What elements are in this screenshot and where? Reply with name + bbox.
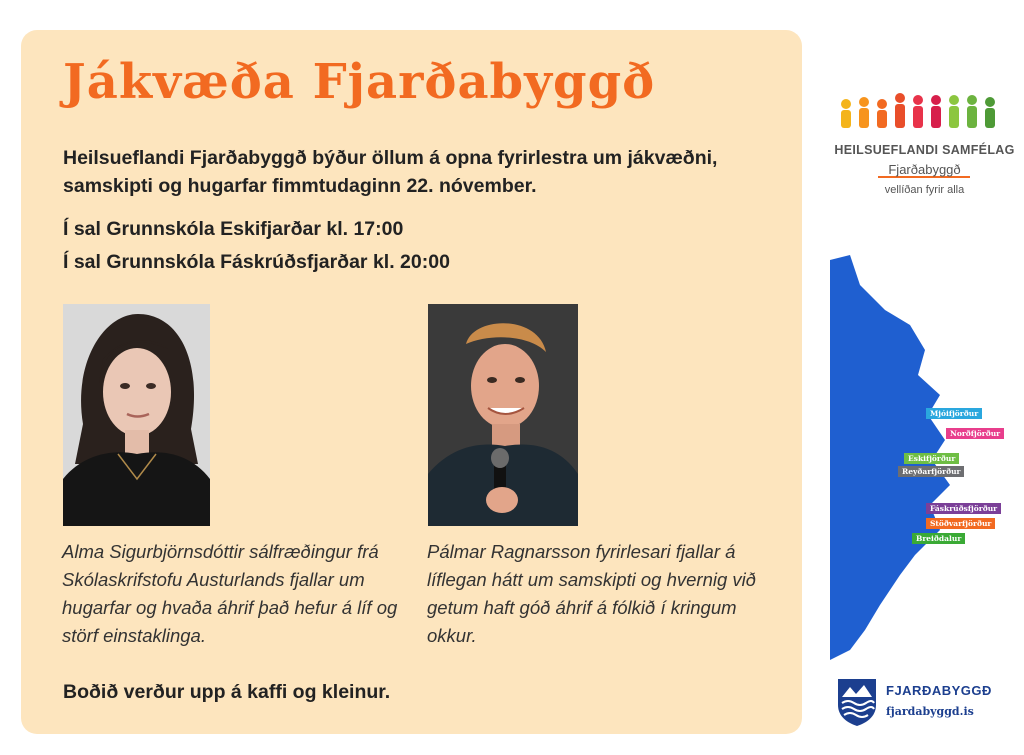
health-logo-heading: HEILSUEFLANDI SAMFÉLAG: [834, 143, 1015, 157]
speaker-caption-alma: Alma Sigurbjörnsdóttir sálfræðingur frá Skólaskrifstofu Austurlands fjallar um hugarfar og hvaða áhrif það hefur á líf og störf einstaklinga.: [62, 541, 398, 646]
speaker-photo-alma: [63, 304, 210, 526]
fjardabyggd-shield-icon: [836, 677, 878, 727]
map-label-breiddalur: Breiðdalur: [912, 533, 965, 544]
health-logo-sub: Fjarðabyggð: [888, 162, 961, 177]
map-label-reydarfjordur: Reyðarfjörður: [898, 466, 964, 477]
poster-title: Jákvæða Fjarðabyggð: [63, 54, 656, 110]
health-logo-tagline: vellíðan fyrir alla: [884, 184, 965, 196]
map-label-mjoifjordur: Mjóifjörður: [926, 408, 982, 419]
speaker-photo-palmar: [428, 304, 578, 526]
map-label-stodvarfjordur: Stöðvarfjörður: [926, 518, 995, 529]
intro-text: Heilsueflandi Fjarðabyggð býður öllum á opna fyrirlestra um jákvæðni, samskipti og hugarfar fimmtudaginn 22. nóvember.: [63, 147, 718, 197]
map-label-faskrudsfjordur: Fáskrúðsfjörður: [926, 503, 1001, 514]
speaker-caption-palmar: Pálmar Ragnarsson fyrirlesari fjallar á líflegan hátt um samskipti og hvernig við getum haft góð áhrif á fólkið í kringum okkur.: [427, 541, 757, 646]
brand-name: FJARÐABYGGÐ: [886, 683, 992, 698]
map-label-nordfjordur: Norðfjörður: [946, 428, 1004, 439]
location-faskrudsfjordur: Í sal Grunnskóla Fáskrúðsfjarðar kl. 20:00: [63, 251, 450, 273]
map-label-eskifjordur: Eskifjörður: [904, 453, 959, 464]
footer-note: Boðið verður upp á kaffi og kleinur.: [63, 681, 391, 703]
brand-url: fjardabyggd.is: [886, 705, 974, 718]
location-eskifjordur: Í sal Grunnskóla Eskifjarðar kl. 17:00: [63, 218, 404, 240]
